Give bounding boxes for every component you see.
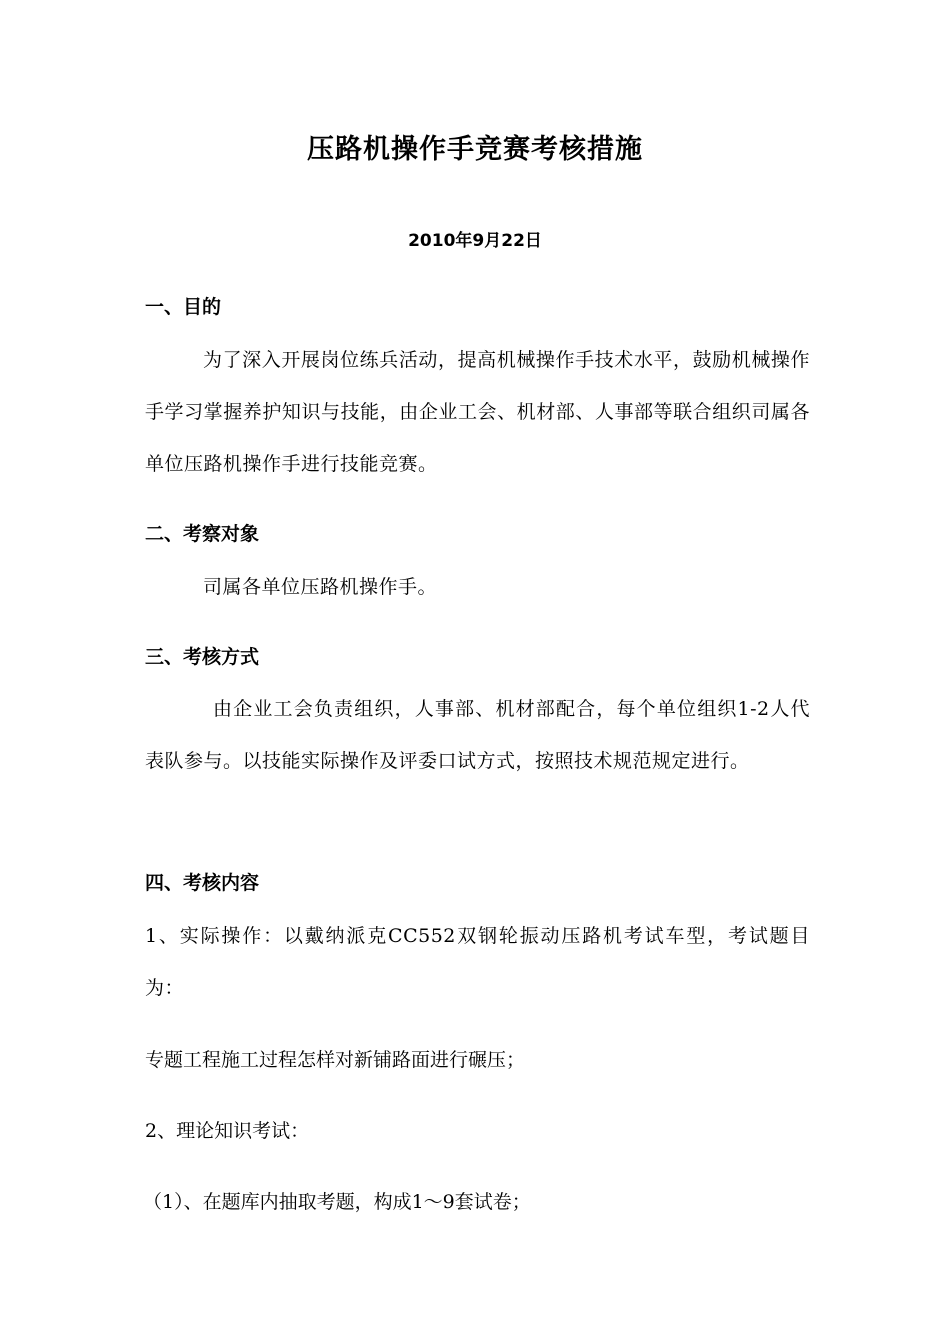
content-item-practical-topic: 专题工程施工过程怎样对新铺路面进行碾压； <box>145 1049 526 1071</box>
section-heading-method: 三、考核方式 <box>145 646 260 668</box>
section-body-target: 司属各单位压路机操作手。 <box>203 576 438 598</box>
section-body-method: 由企业工会负责组织，人事部、机材部配合，每个单位组织1-2人代表队参与。以技能实际操作及评委口试方式，按照技术规范规定进行。 <box>145 698 810 772</box>
section-body-purpose: 为了深入开展岗位练兵活动，提高机械操作手技术水平，鼓励机械操作手学习掌握养护知识与技能，由企业工会、机材部、人事部等联合组织司属各单位压路机操作手进行技能竞赛。 <box>145 349 810 475</box>
document-title: 压路机操作手竞赛考核措施 <box>307 134 643 165</box>
document-date: 2010年9月22日 <box>408 231 542 251</box>
content-item-practical: 1、实际操作：以戴纳派克CC552双钢轮振动压路机考试车型，考试题目为： <box>145 925 810 999</box>
section-heading-content: 四、考核内容 <box>145 872 260 894</box>
section-heading-target: 二、考察对象 <box>145 523 260 545</box>
content-item-theory-sub1: （1）、在题库内抽取考题，构成1～9套试卷； <box>143 1191 531 1213</box>
content-item-theory: 2、理论知识考试： <box>145 1120 310 1142</box>
section-heading-purpose: 一、目的 <box>145 296 222 318</box>
